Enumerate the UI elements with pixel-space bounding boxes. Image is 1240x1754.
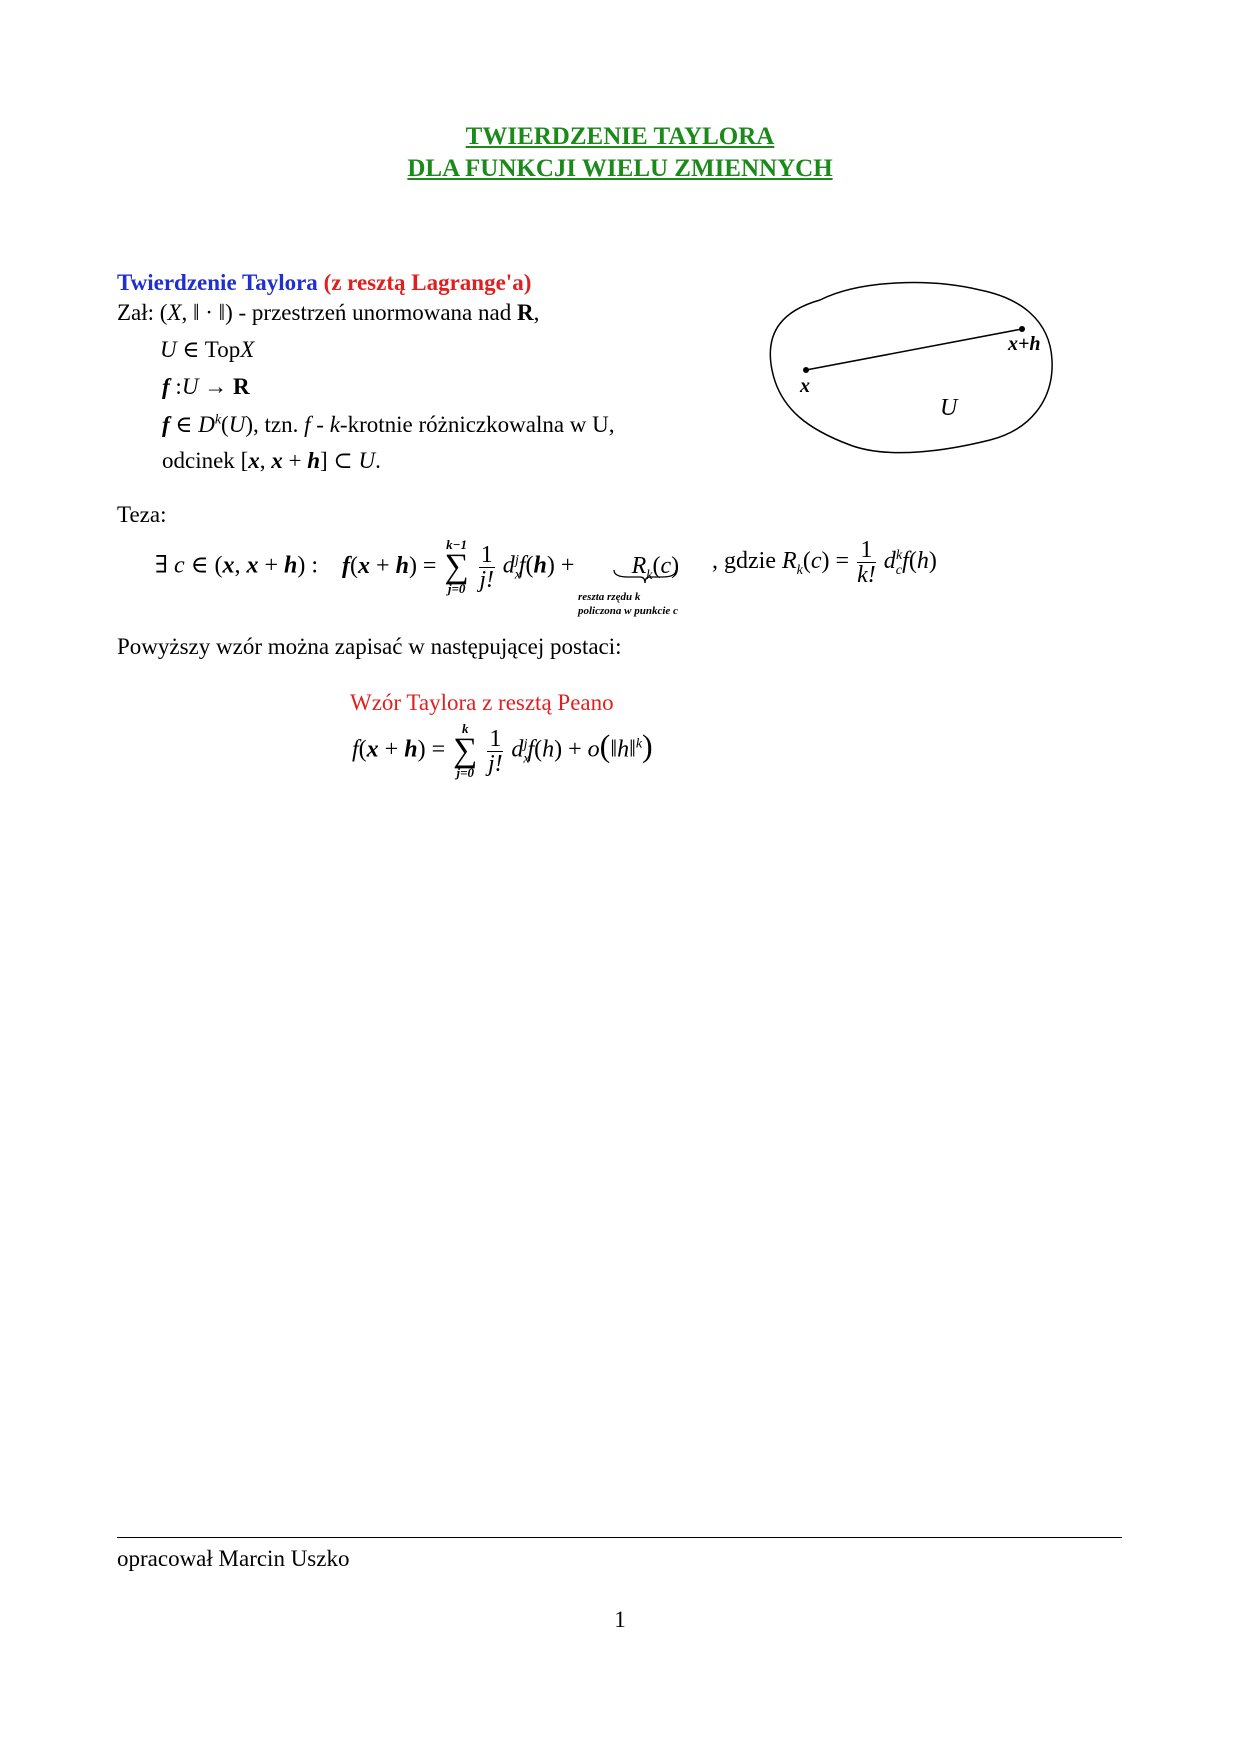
underbrace (612, 568, 678, 584)
fraction-1-over-j-factorial-peano: $\frac{1}{j!}$ (488, 725, 503, 777)
figure-label-x: x (800, 375, 810, 397)
gdzie-text: , gdzie (712, 548, 776, 575)
peano-formula: f(x + h) = k ∑ j=0 $\frac{1}{j!}$ $d_x^jf(h)$ + o(‖h‖$^k$) (352, 721, 653, 780)
diff-text2: -krotnie różniczkowalna w U, (339, 412, 615, 437)
peano-title: Wzór Taylora z resztą Peano (350, 690, 614, 715)
lagrange-formula: ∃ c ∈ (x, x + h) : f(x + h) = k−1 ∑ j=0 $\frac{1}{j!}$ $d_x^jf(h) + R_k(c)$ (155, 538, 710, 596)
assumption-space: Zał: (X, ‖ · ‖) - przestrzeń unormowana nad R, (117, 300, 540, 325)
sum-symbol-peano: k ∑ j=0 (453, 721, 478, 780)
segment-text: odcinek (162, 448, 235, 473)
fraction-1-over-j-factorial: $\frac{1}{j!}$ (479, 541, 495, 593)
footer-rule (117, 1537, 1122, 1538)
page-title-line1: TWIERDZENIE TAYLORA (465, 123, 775, 150)
domain-figure (760, 270, 1060, 470)
sum-symbol: k−1 ∑ j=0 (444, 537, 469, 596)
figure-label-xh: x+h (1008, 333, 1041, 355)
transition-text: Powyższy wzór można zapisać w następującej postaci: (117, 634, 622, 659)
segment-line (806, 329, 1022, 370)
point-x (803, 367, 809, 373)
theorem-heading (117, 270, 531, 296)
thesis-label: Teza: (117, 502, 167, 527)
normed-space-symbol: (X, ‖ · ‖) (159, 300, 233, 325)
footer-author: opracował Marcin Uszko (117, 1546, 350, 1571)
top-label: Top (204, 337, 241, 362)
assumption-differentiability: f ∈ $D^k(U)$, tzn. f - k-krotnie różniczkowalna w U, (162, 412, 615, 437)
region-boundary (770, 283, 1052, 453)
diff-text: , tzn. (253, 412, 299, 437)
assumption-function: f :U → R (162, 374, 250, 399)
point-x-plus-h (1019, 326, 1025, 332)
figure-label-u: U (940, 395, 958, 421)
assumption-segment: odcinek [x, x + h] ⊂ U. (162, 448, 381, 473)
page-number: 1 (614, 1607, 626, 1632)
theorem-qualifier: (z resztą Lagrange'a) (323, 270, 532, 295)
theorem-name: Twierdzenie Taylora (117, 270, 318, 295)
fraction-1-over-k-factorial: $\frac{1}{k!}$ (857, 537, 876, 588)
assumption-label: Zał: (117, 300, 155, 325)
assumption-space-text: - przestrzeń unormowana nad (238, 300, 512, 325)
remainder-term: $R_k(c)$ (631, 552, 680, 583)
remainder-definition: , gdzie $R_k(c)$ = $\frac{1}{k!}$ $d_c^kf(h)$ (712, 537, 937, 588)
reals-symbol: R (516, 300, 534, 325)
assumption-open-set: U ∈ TopX (160, 337, 255, 362)
brace-label-line2: policzona w punkcie c (578, 605, 678, 617)
page-title-line2: DLA FUNKCJI WIELU ZMIENNYCH (407, 155, 833, 182)
brace-label-line1: reszta rzędu k (578, 591, 641, 603)
